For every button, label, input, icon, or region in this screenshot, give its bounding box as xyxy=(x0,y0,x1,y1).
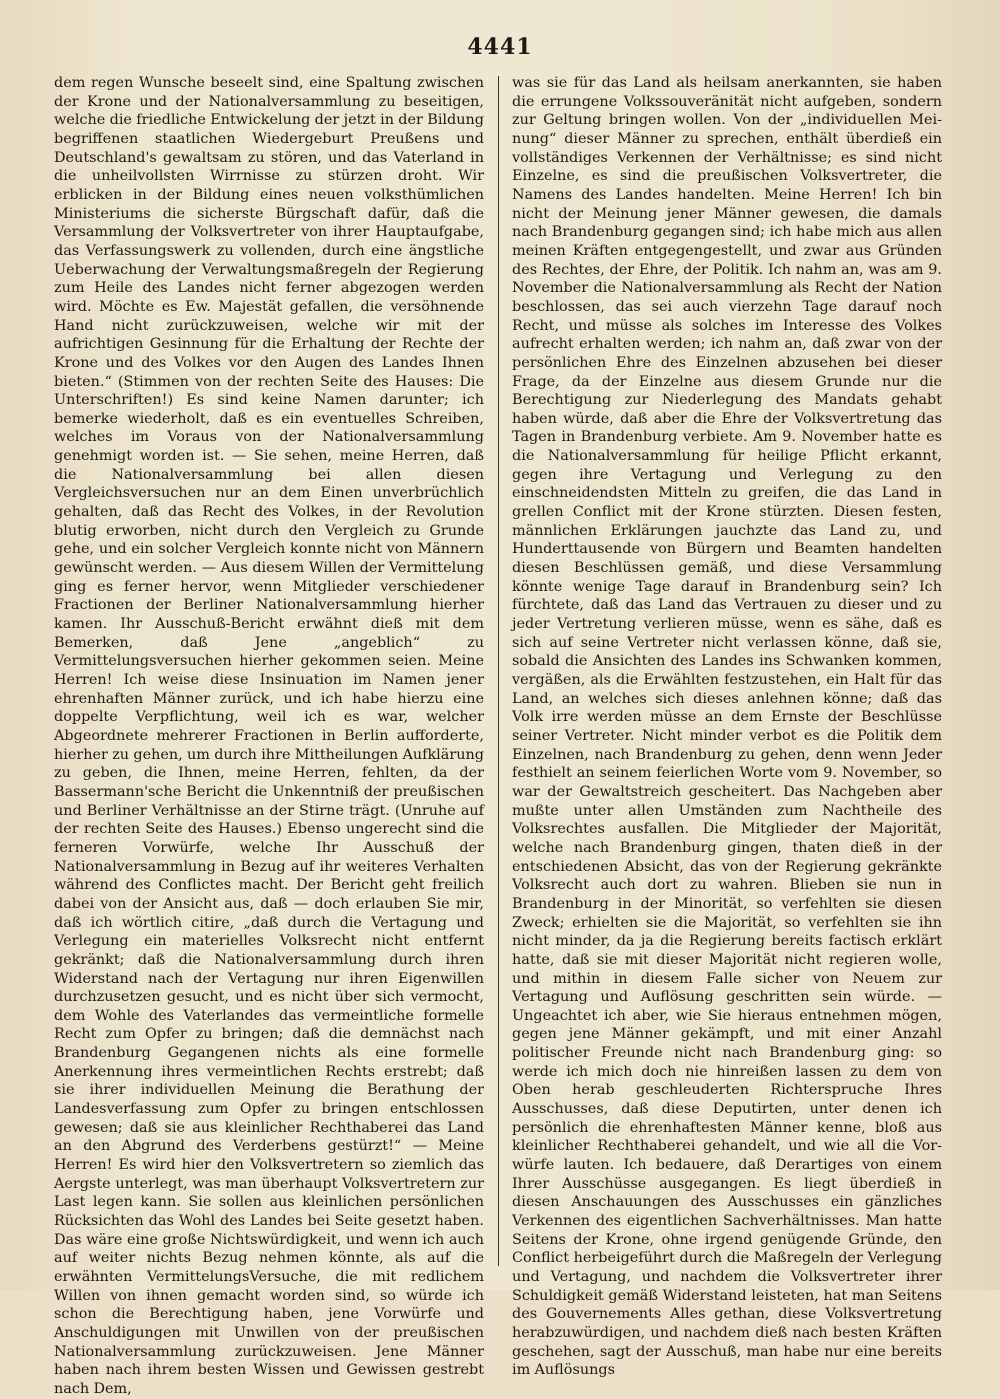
text-columns xyxy=(54,74,942,1397)
column-divider xyxy=(498,76,499,1266)
page-number: 4441 xyxy=(467,34,533,60)
right-column-text: was sie für das Land als heilsam anerkannten, sie haben die errungene Volkssouveränität nicht aufgeben, sondern zur Geltung bringen wollen. Von der „individuellen Meinung“ dieser Männer zu sprechen, enthält überdieß ein vollständiges Verkennen der Verhältnisse; es sind nicht Einzelne, es sind die preußischen Volksvertreter, die Namens des Landes handelten. Meine Herren! Ich bin nicht der Meinung jener Männer gewesen, die damals nach Brandenburg gegangen sind; ich habe mich aus allen meinen Kräften entgegengestellt, und zwar aus Gründen des Rechtes, der Ehre, der Politik. Ich nahm an, was am 9. November die Nationalversammlung als Recht der Nation beschlossen, das sei auch vierzehn Tage darauf noch Recht, und müsse als solches im Interesse des Volkes aufrecht erhalten werden; ich nahm an, daß zwar von der persönlichen Ehre des Einzelnen abzusehen bei dieser Frage, da der Einzelne aus diesem Grunde nur die Berechtigung zur Niederlegung des Mandats gehabt haben würde, daß aber die Ehre der Volksvertretung das Tagen in Brandenburg verbiete. Am 9. November hatte es die Nationalversammlung für heilige Pflicht erkannt, gegen ihre Vertagung und Verlegung zu den einschneidendsten Mitteln zu greifen, die das Land in grellen Conflict mit der Krone stürzten. Diesen festen, männlichen Erklärungen jauchzte das Land zu, und Hunderttausende von Bürgern und Beamten handelten diesen Beschlüssen gemäß, und diese Versammlung könnte wenige Tage darauf in Brandenburg sein? Ich fürchtete, daß das Land das Vertrauen zu dieser und zu jeder Vertretung verlieren müsse, wenn es sähe, daß es sich auf seine Vertreter nicht verlassen könne, daß sie, sobald die Ansichten des Landes ins Schwanken kommen, vergäßen, als die Erwählten festzustehen, ein Halt für das Land, an welches sich dieses anlehnen könne; daß das Volk irre werden müsse an dem Ernste der Beschlüsse seiner Vertreter. Nicht minder verbot es die Politik dem Einzelnen, nach Brandenburg zu gehen, denn wenn Jeder festhielt an seinem feierlichen Worte vom 9. November, so war der Gewaltstreich gescheitert. Das Nachgeben aber mußte unter allen Umständen zum Nachtheile des Volksrechtes ausfallen. Die Mitglieder der Majorität, welche nach Brandenburg gingen, thaten dieß in der entschiedenen Absicht, das von der Regierung gekränkte Volksrecht auch dort zu wahren. Blieben sie nun in Brandenburg in der Minorität, so verfehlten sie diesen Zweck; erhielten sie die Majorität, so verfehlten sie ihn nicht minder, da ja die Regierung bereits factisch erklärt hatte, daß sie mit dieser Majorität nicht regieren wolle, und mithin in diesem Falle sicher von Neuem zur Vertagung und Auflösung geschritten sein würde. — Ungeachtet ich aber, wie Sie hieraus entnehmen mögen, gegen jene Männer gekämpft, und mit einer Anzahl politischer Freunde nicht nach Brandenburg ging: so werde ich mich doch nie hinreißen lassen zu dem von Oben herab geschleuderten Richterspruche Ihres Ausschusses, daß diese Deputirten, unter denen ich persönlich die ehrenhaftesten Männer kenne, bloß aus kleinlicher Rechthaberei gehandelt, und wie all die Vorwürfe lauten. Ich bedauere, daß Derartiges von einem Ihrer Ausschüsse ausgegangen. Es liegt überdieß in diesen Anschauungen des Ausschusses ein gänzliches Verkennen des eigentlichen Sachverhältnisses. Man hatte Seitens der Krone, ohne irgend genügende Gründe, den Conflict herbeigeführt durch die Maßregeln der Verlegung und Vertagung, und nachdem die Volksvertreter ihrer Schuldigkeit gemäß Widerstand leisteten, hat man Seitens des Gouvernements Alles gethan, diese Volksvertretung herabzuwürdigen, und nachdem dieß nach besten Kräften geschehen, sagt der Ausschuß, man habe nur eine bereits im Auflösungs xyxy=(512,75,942,1379)
left-column-text: dem regen Wunsche beseelt sind, eine Spaltung zwischen der Krone und der Nationalversammlung zu beseitigen, welche die friedliche Entwickelung der jetzt in der Bildung begriffenen staatlichen Wiedergeburt Preußens und Deutschland's gewaltsam zu stören, und das Vaterland in die unheilvollsten Wirrnisse zu stürzen droht. Wir erblicken in der Bildung eines neuen volksthümlichen Ministeriums die sicherste Bürgschaft dafür, daß die Versammlung der Volksvertreter von ihrer Hauptaufgabe, das Verfassungswerk zu vollenden, durch eine ängstliche Ueberwachung der Verwaltungsmaßregeln der Regierung zum Heile des Landes nicht ferner abgezogen werden wird. Möchte es Ew. Majestät gefallen, die versöhnende Hand nicht zurückzuweisen, welche wir mit der aufrichtigen Gesinnung für die Erhaltung der Rechte der Krone und des Volkes vor den Augen des Landes Ihnen bieten.“ (Stimmen von der rechten Seite des Hauses: Die Unterschriften!) Es sind keine Namen darunter; ich bemerke wiederholt, daß es ein eventuelles Schreiben, welches im Voraus von der Nationalversammlung genehmigt worden ist. — Sie sehen, meine Herren, daß die Nationalversammlung bei allen diesen Vergleichsversuchen nur an dem Einen unverbrüchlich gehalten, daß das Recht des Volkes, in der Revolution blutig erworben, nicht durch den Vergleich zu Grunde gehe, und ein solcher Vergleich konnte nicht von Männern gewünscht werden. — Aus diesem Willen der Vermittelung ging es ferner hervor, wenn Mitglieder verschiedener Fractionen der Berliner Nationalversammlung hierher kamen. Ihr Ausschuß-Bericht erwähnt dieß mit dem Bemerken, daß Jene „angeblich“ zu Vermittelungsversuchen hierher gekommen seien. Meine Herren! Ich weise diese Insinuation im Namen jener ehrenhaften Männer zurück, und ich habe hierzu eine doppelte Verpflichtung, weil ich es war, welcher Abgeordnete mehrerer Fractionen in Berlin aufforderte, hierher zu gehen, um durch ihre Mittheilungen Aufklärung zu geben, die Ihnen, meine Herren, fehlten, da der Bassermann'sche Bericht die Unkenntniß der preußischen und Berliner Verhältnisse an der Stirne trägt. (Unruhe auf der rechten Seite des Hauses.) Ebenso ungerecht sind die ferneren Vorwürfe, welche Ihr Ausschuß der Nationalversammlung in Bezug auf ihr weiteres Verhalten während des Conflictes macht. Der Bericht geht freilich dabei von der Ansicht aus, daß — doch erlauben Sie mir, daß ich wörtlich citire, „daß durch die Vertagung und Verlegung ein materielles Volksrecht nicht entfernt gekränkt; daß die Nationalversammlung durch ihren Widerstand nach der Vertagung nur ihren Eigenwillen durchzusetzen gesucht, und es nicht über sich vermocht, dem Wohle des Vaterlandes das vermeintliche formelle Recht zum Opfer zu bringen; daß die demnächst nach Brandenburg Gegangenen nichts als eine formelle Anerkennung ihres vermeintlichen Rechts erstrebt; daß sie ihrer individuellen Meinung die Berathung der Landesverfassung zum Opfer zu bringen entschlossen gewesen; daß sie aus kleinlicher Rechthaberei das Land an den Abgrund des Verderbens gestürzt!“ — Meine Herren! Es wird hier den Volksvertretern so ziemlich das Aergste unterlegt, was man überhaupt Volksvertretern zur Last legen kann. Sie sollen aus kleinlichen persönlichen Rücksichten das Wohl des Landes bei Seite gesetzt haben. Das wäre eine große Nichtswürdigkeit, und wenn ich auch auf weiter nichts Bezug nehmen könnte, als auf die erwähnten VermittelungsVersuche, die mit redlichem Willen von ihnen gemacht worden sind, so würde ich schon die Berechtigung haben, jene Vorwürfe und Anschuldigungen mit Unwillen von der preußischen Nationalversammlung zurückzuweisen. Jene Männer haben nach ihrem besten Wissen und Gewissen gestrebt nach Dem, xyxy=(54,75,484,1397)
